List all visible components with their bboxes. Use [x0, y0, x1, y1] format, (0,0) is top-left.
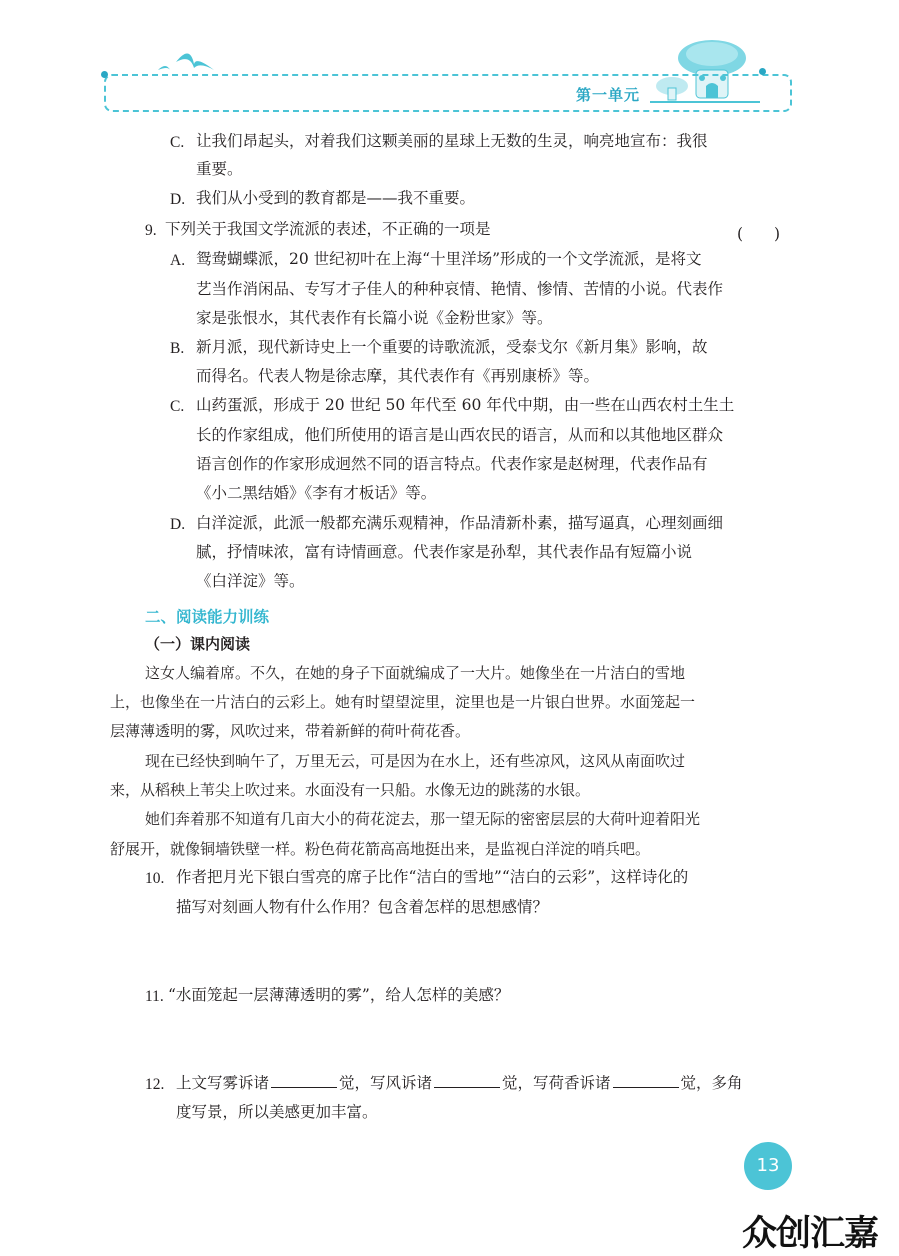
subsection-heading: （一）课内阅读	[145, 635, 251, 653]
option-text: 艺当作消闲品、专写才子佳人的种种哀情、艳情、惨情、苦情的小说。代表作	[196, 280, 724, 298]
header-bar	[104, 74, 792, 112]
option-text: 让我们昂起头，对着我们这颗美丽的星球上无数的生灵，响亮地宣布：我很	[196, 132, 708, 150]
answer-blank[interactable]: ( )	[737, 225, 781, 243]
option-text: 家是张恨水，其代表作有长篇小说《金粉世家》等。	[196, 309, 553, 327]
question-stem: 下列关于我国文学流派的表述，不正确的一项是	[165, 220, 491, 238]
passage-line: 她们奔着那不知道有几亩大小的荷花淀去，那一望无际的密密层层的大荷叶迎着阳光	[145, 810, 701, 828]
option-text: 长的作家组成，他们所使用的语言是山西农民的语言，从而和以其他地区群众	[196, 426, 724, 444]
option-text: 白洋淀派，此派一般都充满乐观精神，作品清新朴素，描写逼真，心理刻画细	[196, 514, 724, 532]
page-number: 13	[744, 1142, 792, 1190]
corner-dot	[101, 71, 108, 78]
question-text: 上文写雾诉诸	[176, 1074, 270, 1092]
question-number: 11.	[145, 988, 164, 1005]
option-text: 鸳鸯蝴蝶派，20 世纪初叶在上海“十里洋场”形成的一个文学流派，是将文	[196, 250, 702, 268]
option-label: D.	[170, 191, 186, 208]
section-heading: 二、阅读能力训练	[145, 608, 270, 626]
watermark-text: 众创汇嘉	[742, 1214, 879, 1254]
option-text: 山药蛋派，形成于 20 世纪 50 年代至 60 年代中期，由一些在山西农村土生土	[196, 396, 735, 414]
unit-title: 第一单元	[576, 86, 641, 104]
option-text: 腻，抒情味浓，富有诗情画意。代表作家是孙犁，其代表作品有短篇小说	[196, 543, 693, 561]
option-text: 重要。	[196, 160, 243, 178]
passage-line: 舒展开，就像铜墙铁壁一样。粉色荷花箭高高地挺出来，是监视白洋淀的哨兵吧。	[110, 840, 651, 858]
passage-line: 上，也像坐在一片洁白的云彩上。她有时望望淀里，淀里也是一片银白世界。水面笼起一	[110, 693, 696, 711]
option-label: C.	[170, 398, 185, 415]
passage-line: 现在已经快到晌午了，万里无云，可是因为在水上，还有些凉风，这风从南面吹过	[145, 752, 686, 770]
option-label: A.	[170, 252, 186, 269]
passage-line: 这女人编着席。不久，在她的身子下面就编成了一大片。她像坐在一片洁白的雪地	[145, 664, 686, 682]
option-label: B.	[170, 340, 185, 357]
corner-dot	[759, 68, 766, 75]
question-text: “水面笼起一层薄薄透明的雾”，给人怎样的美感？	[168, 986, 510, 1004]
option-text: 语言创作的作家形成迥然不同的语言特点。代表作家是赵树理，代表作品有	[196, 455, 708, 473]
question-text: 描写对刻画人物有什么作用？包含着怎样的思想感情？	[176, 898, 549, 916]
option-label: D.	[170, 516, 186, 533]
passage-line: 来，从稻秧上苇尖上吹过来。水面没有一只船。水像无边的跳荡的水银。	[110, 781, 591, 799]
fill-in-question	[176, 1076, 743, 1092]
answer-blank[interactable]	[613, 1087, 679, 1088]
option-text: 新月派，现代新诗史上一个重要的诗歌流派，受泰戈尔《新月集》影响，故	[196, 338, 708, 356]
question-text: 度写景，所以美感更加丰富。	[176, 1103, 378, 1121]
option-text: 我们从小受到的教育都是——我不重要。	[196, 189, 476, 207]
question-number: 9.	[145, 222, 157, 239]
option-text: 《白洋淀》等。	[196, 572, 305, 590]
question-text: 觉，写荷香诉诸	[502, 1074, 611, 1092]
question-text: 觉，写风诉诸	[339, 1074, 433, 1092]
passage-line: 层薄薄透明的雾，风吹过来，带着新鲜的荷叶荷花香。	[110, 722, 471, 740]
question-text: 作者把月光下银白雪亮的席子比作“洁白的雪地”“洁白的云彩”，这样诗化的	[176, 868, 689, 886]
option-text: 《小二黑结婚》《李有才板话》等。	[196, 484, 437, 502]
option-text: 而得名。代表人物是徐志摩，其代表作有《再别康桥》等。	[196, 367, 600, 385]
answer-blank[interactable]	[434, 1087, 500, 1088]
answer-blank[interactable]	[271, 1087, 337, 1088]
question-number: 12.	[145, 1076, 165, 1093]
question-text: 觉，多角	[680, 1074, 743, 1092]
question-number: 10.	[145, 870, 165, 887]
option-label: C.	[170, 134, 185, 151]
